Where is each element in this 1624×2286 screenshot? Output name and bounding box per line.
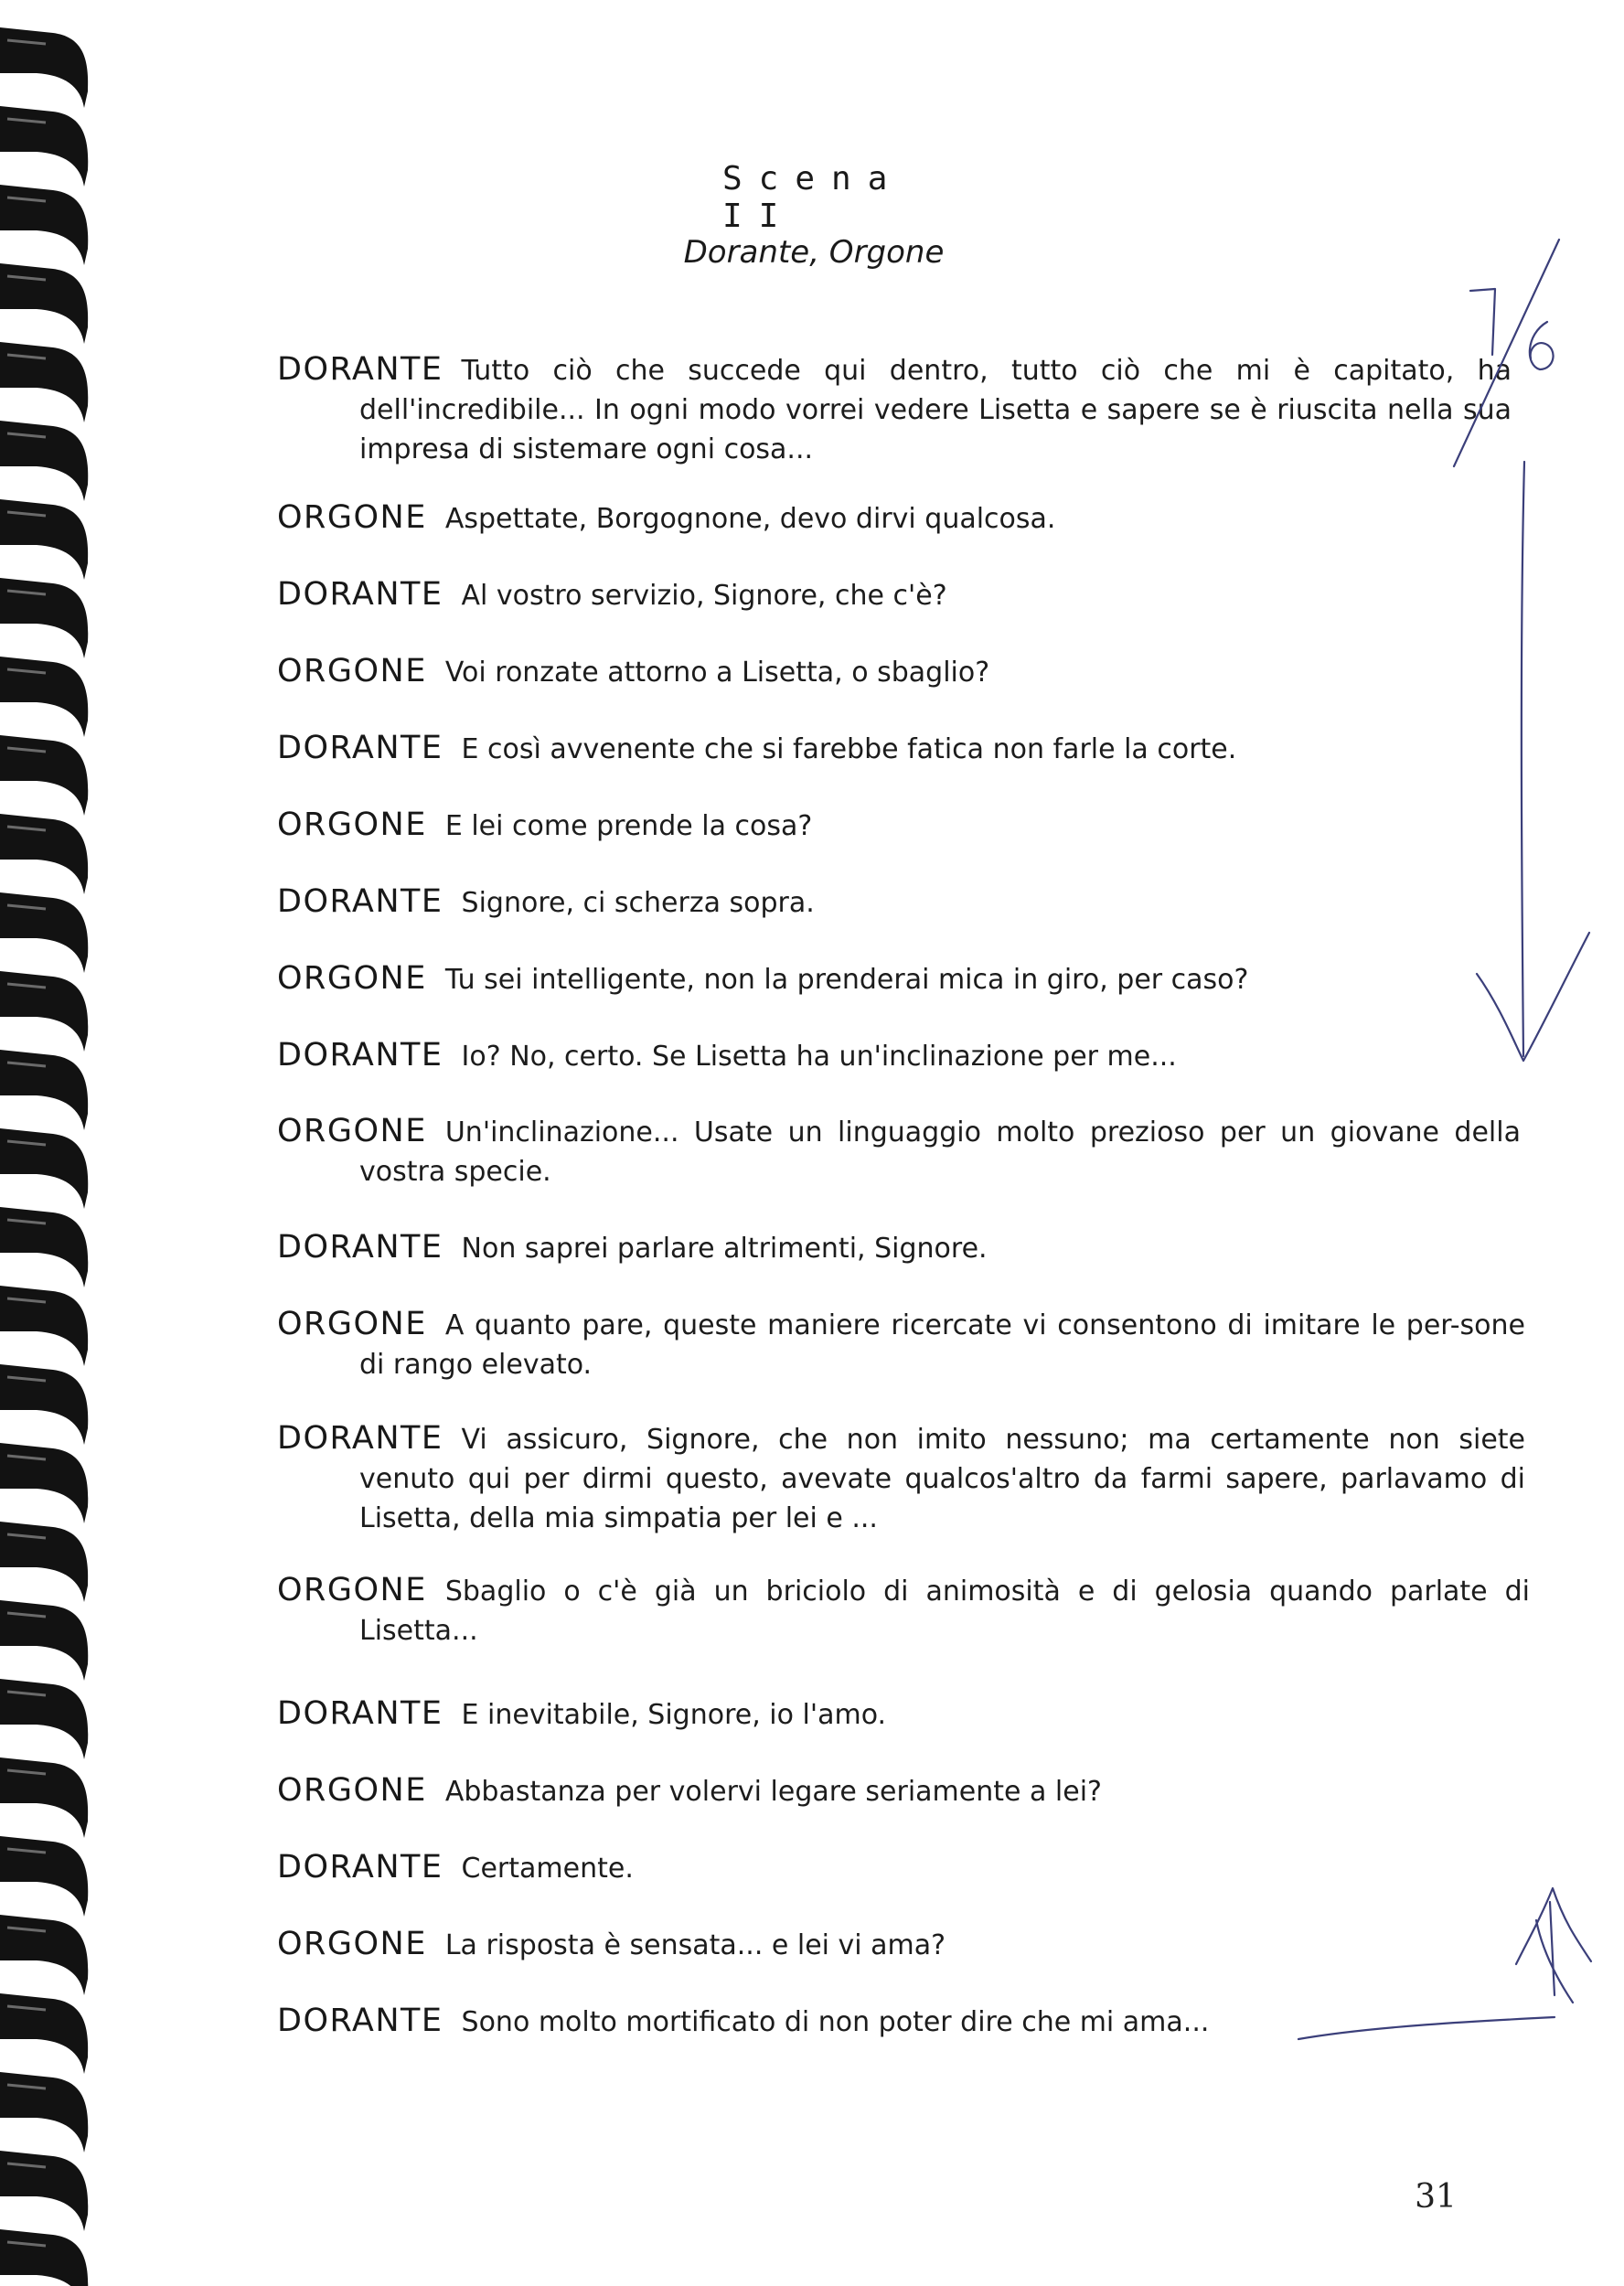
speaker-name: DORANTE [277,351,443,388]
binding-ring [0,1993,88,2074]
binding-ring [0,971,88,1052]
speech-text: Sbaglio o c'è già un briciolo di animosità e di gelosia quando parlate di Lisetta... [359,1576,1530,1647]
speaker-name: DORANTE [277,1695,443,1732]
scene-characters: Dorante, Orgone [683,234,945,271]
speaker-name: ORGONE [277,1572,427,1608]
dialogue-line [277,2002,1530,2042]
binding-ring [0,2229,88,2286]
dialogue-line [277,350,1512,469]
page-number: 31 [1415,2178,1457,2216]
binding-ring [0,1600,88,1681]
binding-ring [0,1679,88,1759]
speech-text: Certamente. [461,1853,634,1885]
speech-text: Io? No, certo. Se Lisetta ha un'inclinazione per me... [461,1041,1177,1073]
speech-text: Non saprei parlare altrimenti, Signore. [461,1233,988,1265]
speaker-name: DORANTE [277,883,443,920]
spiral-binding [0,0,119,2286]
binding-ring [0,27,88,108]
speaker-name: DORANTE [277,730,443,766]
speaker-name: ORGONE [277,1926,427,1962]
binding-ring [0,1915,88,1995]
binding-ring [0,1207,88,1287]
speech-text: Al vostro servizio, Signore, che c'è? [461,580,947,612]
speech-text: La risposta è sensata... e lei vi ama? [444,1929,946,1961]
binding-ring [0,499,88,580]
dialogue-line [277,806,1512,846]
dialogue-line [277,652,1512,692]
binding-ring [0,578,88,658]
binding-ring [0,342,88,422]
dialogue-line [277,1694,1530,1735]
speech-text: E inevitabile, Signore, io l'amo. [461,1699,887,1731]
dialogue-line [277,1305,1525,1384]
speaker-name: DORANTE [277,1420,443,1457]
speech-text: A quanto pare, queste maniere ricercate vi consentono di imitare le per-sone di rango elevato. [359,1309,1525,1381]
speaker-name: ORGONE [277,807,427,843]
dialogue-line [277,1848,1530,1888]
binding-ring [0,1286,88,1366]
binding-ring [0,2072,88,2152]
binding-ring [0,1522,88,1602]
dialogue-line [277,729,1512,769]
binding-ring [0,185,88,265]
speech-text: Sono molto mortificato di non poter dire che mi ama... [461,2006,1210,2038]
dialogue-line [277,1228,1521,1268]
dialogue-line [277,1036,1512,1076]
binding-ring [0,1128,88,1209]
binding-ring [0,263,88,344]
binding-ring [0,892,88,973]
speech-text: Tu sei intelligente, non la prenderai mica in giro, per caso? [444,964,1249,996]
binding-ring [0,1836,88,1917]
speaker-name: ORGONE [277,499,427,536]
speech-text: E così avvenente che si farebbe fatica non farle la corte. [461,733,1237,765]
dialogue-line [277,882,1512,923]
speech-text: Signore, ci scherza sopra. [461,887,815,919]
speaker-name: ORGONE [277,653,427,689]
speech-text: E lei come prende la cosa? [444,810,813,842]
dialogue-line [277,575,1512,615]
speech-text: Un'inclinazione... Usate un linguaggio molto prezioso per un giovane della vostra specie. [359,1116,1521,1188]
dialogue-line [277,1419,1525,1538]
speech-text: Abbastanza per volervi legare seriamente a lei? [444,1776,1102,1808]
speech-text: Voi ronzate attorno a Lisetta, o sbaglio? [444,657,990,689]
binding-ring [0,1443,88,1523]
dialogue-line [277,1571,1530,1650]
speaker-name: DORANTE [277,1037,443,1074]
binding-ring [0,814,88,894]
binding-ring [0,1364,88,1445]
speaker-name: DORANTE [277,2003,443,2039]
dialogue-line [277,1925,1530,1965]
dialogue-line [277,498,1512,539]
binding-ring [0,1050,88,1130]
dialogue-line [277,1771,1530,1811]
binding-ring [0,421,88,501]
speaker-name: DORANTE [277,576,443,613]
speaker-name: DORANTE [277,1229,443,1266]
speaker-name: DORANTE [277,1849,443,1885]
speaker-name: ORGONE [277,1113,427,1149]
scene-title: Scena II [722,160,904,235]
speaker-name: ORGONE [277,1772,427,1809]
binding-ring [0,1757,88,1838]
speaker-name: ORGONE [277,960,427,997]
speaker-name: ORGONE [277,1306,427,1342]
dialogue-line [277,1112,1521,1191]
dialogue-line [277,959,1512,999]
speech-text: Tutto ciò che succede qui dentro, tutto ciò che mi è capitato, ha dell'incredibile... In ogni modo vorrei vedere Lisetta e sapere se è riuscita nella sua impresa di sistemare ogni cosa... [359,355,1512,465]
binding-ring [0,2151,88,2231]
binding-ring [0,106,88,187]
speech-text: Vi assicuro, Signore, che non imito nessuno; ma certamente non siete venuto qui per dirmi questo, avevate qualcos'altro da farmi sapere, parlavamo di Lisetta, della mia simpatia per lei e ... [359,1424,1525,1534]
binding-ring [0,735,88,816]
speech-text: Aspettate, Borgognone, devo dirvi qualcosa. [444,503,1056,535]
binding-ring [0,657,88,737]
